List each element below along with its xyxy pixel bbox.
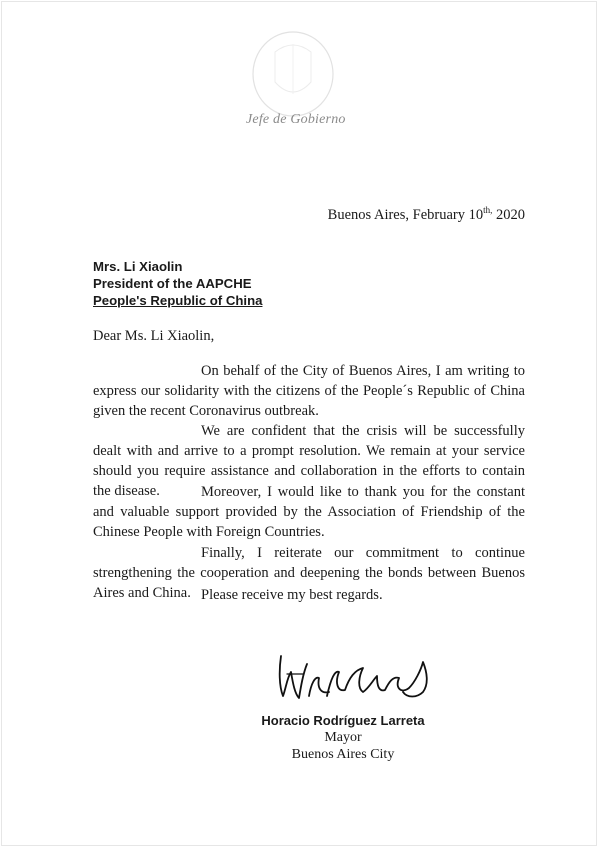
- recipient-country: People's Republic of China: [93, 293, 263, 308]
- handwritten-signature-icon: [273, 648, 443, 706]
- letterhead-office-title: Jefe de Gobierno: [246, 112, 346, 127]
- letter-date: [328, 205, 525, 224]
- date-ordinal-suffix: th,: [483, 205, 493, 215]
- paragraph-thanks: Moreover, I would like to thank you for the constant and valuable support provided by the Association of Friendship of the Chinese People with Foreign Countries.: [93, 484, 525, 540]
- signer-name: Horacio Rodríguez Larreta: [261, 713, 425, 728]
- recipient-title: President of the AAPCHE: [93, 276, 252, 291]
- recipient-block: [93, 258, 262, 309]
- date-text: Buenos Aires, February 10: [327, 206, 484, 223]
- paragraph-closing: Please receive my best regards.: [201, 587, 383, 603]
- paragraph-solidarity: On behalf of the City of Buenos Aires, I am writing to express our solidarity with the citizens of the People´s Republic of China given the recent Coronavirus outbreak.: [93, 363, 525, 419]
- salutation: Dear Ms. Li Xiaolin,: [93, 328, 215, 344]
- signer-city: Buenos Aires City: [291, 747, 395, 762]
- date-year: 2020: [492, 206, 525, 223]
- signer-position: Mayor: [324, 730, 362, 745]
- paragraph-commitment: Finally, I reiterate our commitment to continue strengthening the cooperation and deepening the bonds between Buenos Aires and China.: [93, 545, 525, 601]
- signer-block: [253, 712, 433, 763]
- paragraph-confidence: We are confident that the crisis will be successfully dealt with and arrive to a prompt resolution. We remain at your service should you require assistance and collaboration in the efforts to contain the disease.: [93, 423, 525, 499]
- recipient-name: Mrs. Li Xiaolin: [93, 259, 183, 274]
